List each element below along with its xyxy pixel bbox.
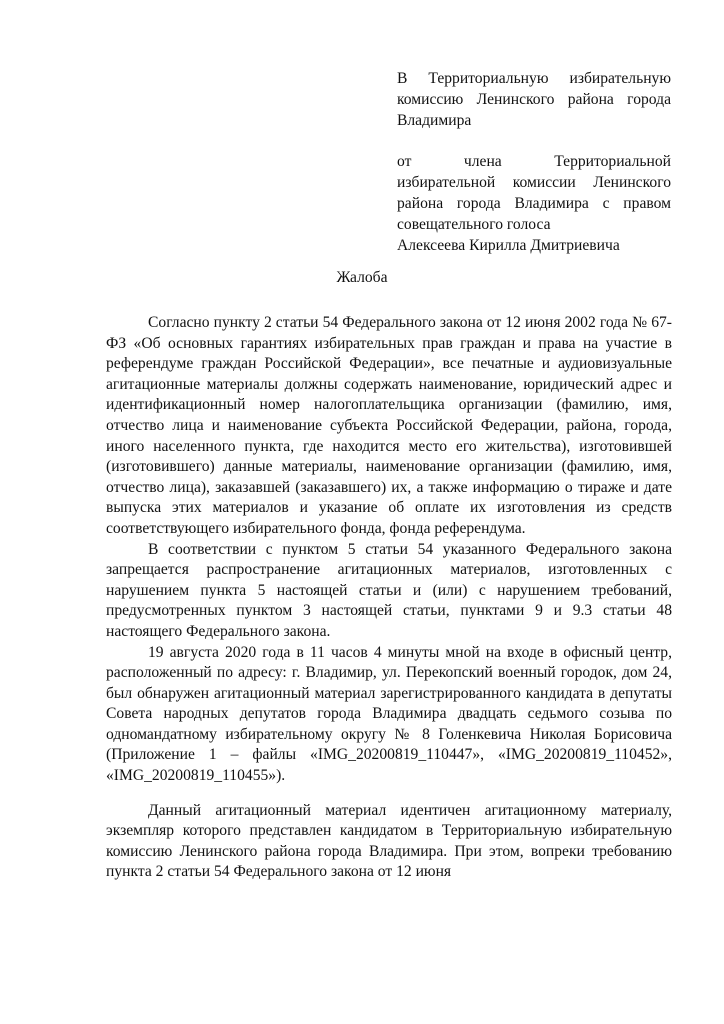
paragraph-2: В соответствии с пунктом 5 статьи 54 указанного Федерального закона запрещается распространение агитационных материалов, изготовленных с нарушением пункта 5 настоящей статьи и (или) с нарушением требований, предусмотренных пунктом 3 настоящей статьи, пунктами 9 и 9.3 статьи 48 настоящего Федерального закона. <box>106 540 672 640</box>
paragraph-4: Данный агитационный материал идентичен агитационному материалу, экземпляр которого представлен кандидатом в Территориальную избирательную комиссию Ленинского района города Владимира. При этом, вопреки требованию пункта 2 статьи 54 Федерального закона от 12 июня <box>106 801 672 881</box>
addressee-block <box>397 68 671 256</box>
addressee-sender-name: Алексеева Кирилла Дмитриевича <box>397 237 620 254</box>
addressee-sender-position: от члена Территориальной избирательной комиссии Ленинского района города Владимира с правом совещательного голоса <box>397 153 671 233</box>
paragraph-3: 19 августа 2020 года в 11 часов 4 минуты мной на входе в офисный центр, расположенный по адресу: г. Владимир, ул. Перекопский военный городок, дом 24, был обнаружен агитационный материал зарегистрированного кандидата в депутаты Совета народных депутатов города Владимира двадцать седьмого созыва по одномандатному избирательному округу № 8 Голенкевича Николая Борисовича (Приложение 1 – файлы «IMG_20200819_110447», «IMG_20200819_110452», «IMG_20200819_110455»). <box>106 643 672 785</box>
addressee-recipient: В Территориальную избирательную комиссию Ленинского района города Владимира <box>397 70 671 129</box>
paragraph-1: Согласно пункту 2 статьи 54 Федерального закона от 12 июня 2002 года № 67-ФЗ «Об основных гарантиях избирательных прав граждан и права на участие в референдуме граждан Российской Федерации», все печатные и аудиовизуальные агитационные материалы должны содержать наименование, юридический адрес и идентификационный номер налогоплательщика организации (фамилию, имя, отчество лица и наименование субъекта Российской Федерации, района, города, иного населенного пункта, где находится место его жительства), изготовившей (изготовившего) данные материалы, наименование организации (фамилию, имя, отчество лица), заказавшей (заказавшего) их, а также информацию о тираже и дате выпуска этих материалов и указание об оплате их изготовления из средств соответствующего избирательного фонда, фонда референдума. <box>106 314 672 537</box>
addressee-sender <box>397 151 671 256</box>
document-title: Жалоба <box>336 269 388 286</box>
document-body <box>106 313 672 883</box>
